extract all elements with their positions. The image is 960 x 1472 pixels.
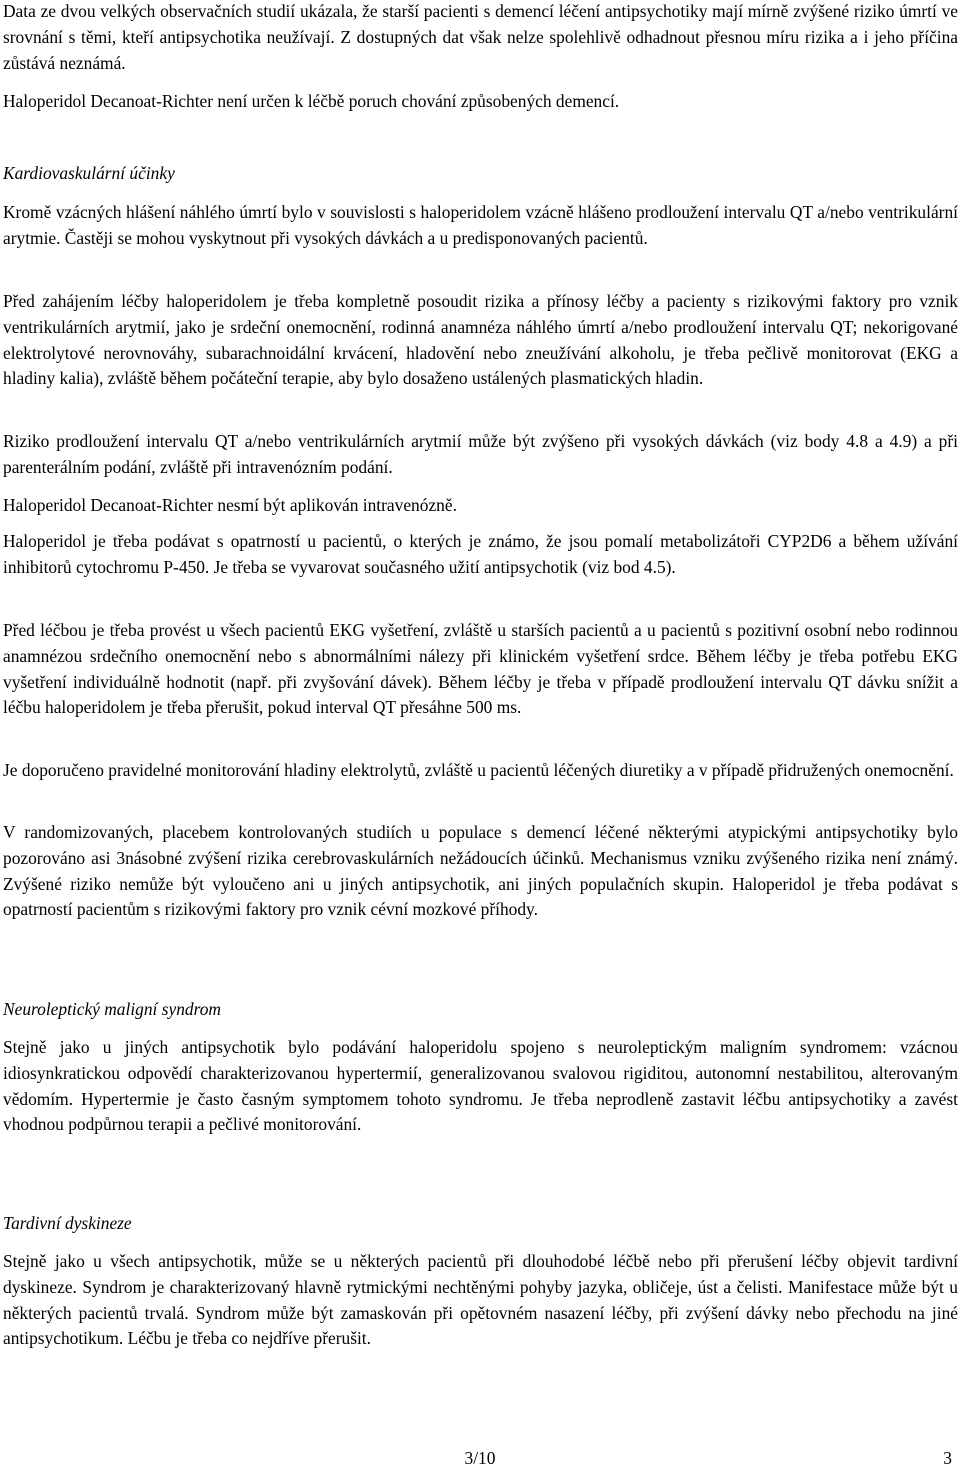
heading-cardiovascular: Kardiovaskulární účinky: [3, 163, 175, 183]
paragraph-no-intravenous: Haloperidol Decanoat-Richter nesmí být aplikován intravenózně.: [3, 495, 457, 515]
paragraph-qt-risk-doses: Riziko prodloužení intervalu QT a/nebo ventrikulárních arytmií může být zvýšeno při vysokých dávkách (viz body 4.8 a 4.9) a při parenterálním podání, zvláště při intravenózním podání.: [3, 431, 958, 477]
paragraph-risk-assessment: Před zahájením léčby haloperidolem je třeba kompletně posoudit rizika a přínosy léčby a pacienty s rizikovými faktory pro vznik ventrikulárních arytmií, jako je srdeční onemocnění, rodinná anamnéza náhlého úmrtí a/nebo prodloužení intervalu QT; nekorigované elektrolytové nerovnováhy, subarachnoidální krvácení, hladovění nebo zneužívání alkoholu, je třeba pečlivě monitorovat (EKG a hladiny kalia), zvláště během počáteční terapie, aby bylo dosaženo ustálených plasmatických hladin.: [3, 291, 958, 389]
paragraph-dementia-indication: Haloperidol Decanoat-Richter není určen k léčbě poruch chování způsobených demencí.: [3, 91, 620, 111]
paragraph-nms: Stejně jako u jiných antipsychotik bylo podávání haloperidolu spojeno s neuroleptickým maligním syndromem: vzácnou idiosynkratickou odpovědí charakterizovanou hypertermií, generalizovanou svalovou rigiditou, autonomní nestabilitou, alterovaným vědomím. Hypertermie je často časným symptomem tohoto syndromu. Je třeba neprodleně zastavit léčbu antipsychotiky a zavést vhodnou podpůrnou terapii a pečlivé monitorování.: [3, 1037, 958, 1135]
paragraph-cyp2d6: Haloperidol je třeba podávat s opatrností u pacientů, o kterých je známo, že jsou pomalí metabolizátoři CYP2D6 a během užívání inhibitorů cytochromu P-450. Je třeba se vyvarovat současného užití antipsychotik (viz bod 4.5).: [3, 531, 958, 577]
paragraph-cerebrovascular: V randomizovaných, placebem kontrolovaných studiích u populace s demencí léčené některými atypickými antipsychotiky bylo pozorováno asi 3násobné zvýšení rizika cerebrovaskulárních nežádoucích účinků. Mechanismus vzniku zvýšeného rizika není známý. Zvýšené riziko nemůže být vyloučeno ani u jiných antipsychotik, ani jiných populačních skupin. Haloperidol je třeba podávat s opatrností pacientům s rizikovými faktory pro vznik cévní mozkové příhody.: [3, 822, 958, 920]
paragraph-dementia-mortality: Data ze dvou velkých observačních studií ukázala, že starší pacienti s demencí léčení antipsychotiky mají mírně zvýšené riziko úmrtí ve srovnání s těmi, kteří antipsychotika neužívají. Z dostupných dat však nelze spolehlivě odhadnout přesnou míru rizika a i jeho příčina zůstává neznámá.: [3, 1, 958, 73]
paragraph-ecg: Před léčbou je třeba provést u všech pacientů EKG vyšetření, zvláště u starších pacientů a u pacientů s pozitivní osobní nebo rodinnou anamnézou srdečního onemocnění nebo s abnormálními nálezy při klinickém vyšetření srdce. Během léčby je třeba potřebu EKG vyšetření individuálně hodnotit (např. při zvyšování dávek). Během léčby je třeba v případě prodloužení intervalu QT dávku snížit a léčbu haloperidolem je třeba přerušit, pokud interval QT přesáhne 500 ms.: [3, 620, 958, 718]
heading-nms: Neuroleptický maligní syndrom: [3, 999, 221, 1019]
page-indicator: 3/10: [464, 1448, 496, 1468]
paragraph-tardive-dyskinesia: Stejně jako u všech antipsychotik, může se u některých pacientů při dlouhodobé léčbě nebo při přerušení léčby objevit tardivní dyskineze. Syndrom je charakterizovaný hlavně rytmickými nechtěnými pohyby jazyka, obličeje, úst a čelisti. Manifestace může být u některých pacientů trvalá. Syndrom může být zamaskován při opětovném nasazení léčby, při zvýšení dávky nebo přechodu na jiné antipsychotikum. Léčbu je třeba co nejdříve přerušit.: [3, 1251, 958, 1349]
heading-tardive-dyskinesia: Tardivní dyskineze: [3, 1213, 132, 1233]
paragraph-qt-prolongation: Kromě vzácných hlášení náhlého úmrtí bylo v souvislosti s haloperidolem vzácně hlášeno prodloužení intervalu QT a/nebo ventrikulární arytmie. Častěji se mohou vyskytnout při vysokých dávkách a u predisponovaných pacientů.: [3, 202, 958, 248]
page-number: 3: [943, 1448, 952, 1468]
paragraph-electrolytes: Je doporučeno pravidelné monitorování hladiny elektrolytů, zvláště u pacientů léčených diuretiky a v případě přidružených onemocnění.: [3, 760, 954, 780]
